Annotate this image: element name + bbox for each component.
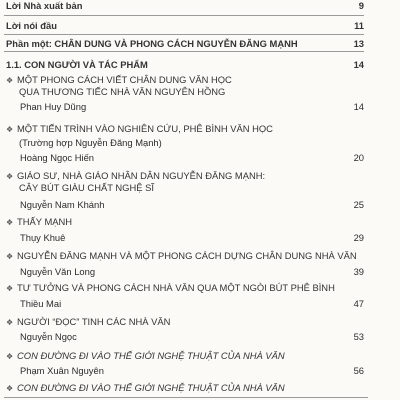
toc-entry (6, 216, 364, 228)
entry-author-row (20, 199, 364, 210)
entry-page: 14 (353, 101, 364, 112)
entry-author-row (20, 331, 364, 342)
toc-item-title: Lời nói đầu (6, 20, 57, 31)
entry-author-row (20, 232, 364, 243)
entry-author: Nguyễn Nam Khánh (20, 199, 105, 210)
entry-title: MỘT PHONG CÁCH VIẾT CHÂN DUNG VĂN HỌC (17, 74, 232, 85)
toc-entry (6, 350, 364, 362)
toc-item-page: 11 (354, 20, 364, 31)
entry-page: 29 (353, 232, 364, 243)
toc-item-page: 13 (353, 38, 364, 49)
entry-subtitle: CÂY BÚT GIÀU CHẤT NGHỆ SĨ (19, 182, 154, 193)
toc-entry (6, 74, 364, 86)
divider (4, 34, 364, 35)
entry-author: Phạm Xuân Nguyên (20, 365, 104, 376)
entry-author: Thụy Khuê (20, 232, 66, 243)
entry-author-row (20, 152, 364, 163)
entry-title: THẤY MẠNH (17, 216, 73, 227)
diamond-cross-icon: ❖ (6, 352, 14, 361)
entry-author: Nguyễn Văn Long (20, 266, 96, 277)
entry-title: NGUYỄN ĐĂNG MẠNH VÀ MỘT PHONG CÁCH DỰNG CHÂN DUNG NHÀ VĂN (17, 250, 357, 261)
toc-part-one (6, 38, 364, 49)
entry-title: CON ĐƯỜNG ĐI VÀO THẾ GIỚI NGHỆ THUẬT CỦA NHÀ VĂN (17, 382, 285, 393)
entry-page: 47 (353, 298, 364, 309)
toc-item-preface (6, 20, 364, 31)
toc-entry (6, 282, 364, 294)
diamond-cross-icon: ❖ (6, 172, 14, 181)
entry-author: Hoàng Ngọc Hiến (20, 152, 95, 163)
entry-page: 39 (353, 266, 364, 277)
entry-author: Nguyễn Ngọc (20, 331, 77, 342)
diamond-cross-icon: ❖ (6, 384, 14, 393)
entry-author-row (20, 101, 364, 112)
entry-subtitle-row (6, 182, 377, 193)
entry-author-row (20, 365, 364, 376)
diamond-cross-icon: ❖ (6, 218, 14, 227)
toc-item-page: 9 (358, 0, 364, 11)
diamond-cross-icon: ❖ (6, 252, 14, 261)
entry-title: CON ĐƯỜNG ĐI VÀO THẾ GIỚI NGHỆ THUẬT CỦA NHÀ VĂN (17, 350, 285, 361)
entry-page: 20 (353, 152, 364, 163)
diamond-cross-icon: ❖ (6, 284, 14, 293)
entry-title: NGƯỜI “ĐỌC” TINH CÁC NHÀ VĂN (17, 316, 171, 327)
entry-subtitle-row (6, 137, 377, 148)
entry-title: TƯ TƯỞNG VÀ PHONG CÁCH NHÀ VĂN QUA MỘT NGÒI BÚT PHÊ BÌNH (17, 282, 335, 293)
toc-section-title: 1.1. CON NGƯỜI VÀ TÁC PHẨM (6, 59, 148, 70)
toc-item-page: 14 (353, 59, 364, 70)
toc-entry (6, 382, 364, 394)
toc-item-publisher-note (6, 0, 364, 11)
entry-author: Phan Huy Dũng (20, 101, 87, 112)
entry-page: 56 (353, 365, 364, 376)
entry-author-row (20, 266, 364, 277)
entry-subtitle: QUA THƯƠNG TIẾC NHÀ VĂN NGUYÊN HỒNG (19, 86, 226, 97)
toc-section-1-1 (6, 59, 364, 70)
divider (4, 51, 364, 52)
toc-item-title: Lời Nhà xuất bản (6, 0, 83, 11)
divider (4, 15, 364, 16)
entry-title: MỘT TIẾN TRÌNH VÀO NGHIÊN CỨU, PHÊ BÌNH VĂN HỌC (17, 123, 273, 134)
toc-part-title: Phần một: CHÂN DUNG VÀ PHONG CÁCH NGUYỄN ĐĂNG MẠNH (6, 38, 298, 49)
toc-entry (6, 316, 364, 328)
divider (4, 397, 368, 398)
entry-page: 25 (353, 199, 364, 210)
entry-subtitle-row (6, 86, 377, 97)
toc-entry (6, 170, 364, 182)
entry-subtitle: (Trường hợp Nguyễn Đăng Mạnh) (19, 137, 162, 148)
toc-entry (6, 250, 364, 262)
entry-author-row (20, 298, 364, 309)
diamond-cross-icon: ❖ (6, 76, 14, 85)
toc-entry (6, 123, 364, 135)
entry-author: Thiều Mai (20, 298, 62, 309)
diamond-cross-icon: ❖ (6, 318, 14, 327)
entry-page: 53 (353, 331, 364, 342)
diamond-cross-icon: ❖ (6, 125, 14, 134)
entry-title: GIÁO SƯ, NHÀ GIÁO NHÂN DÂN NGUYỄN ĐĂNG MẠNH: (17, 170, 266, 181)
